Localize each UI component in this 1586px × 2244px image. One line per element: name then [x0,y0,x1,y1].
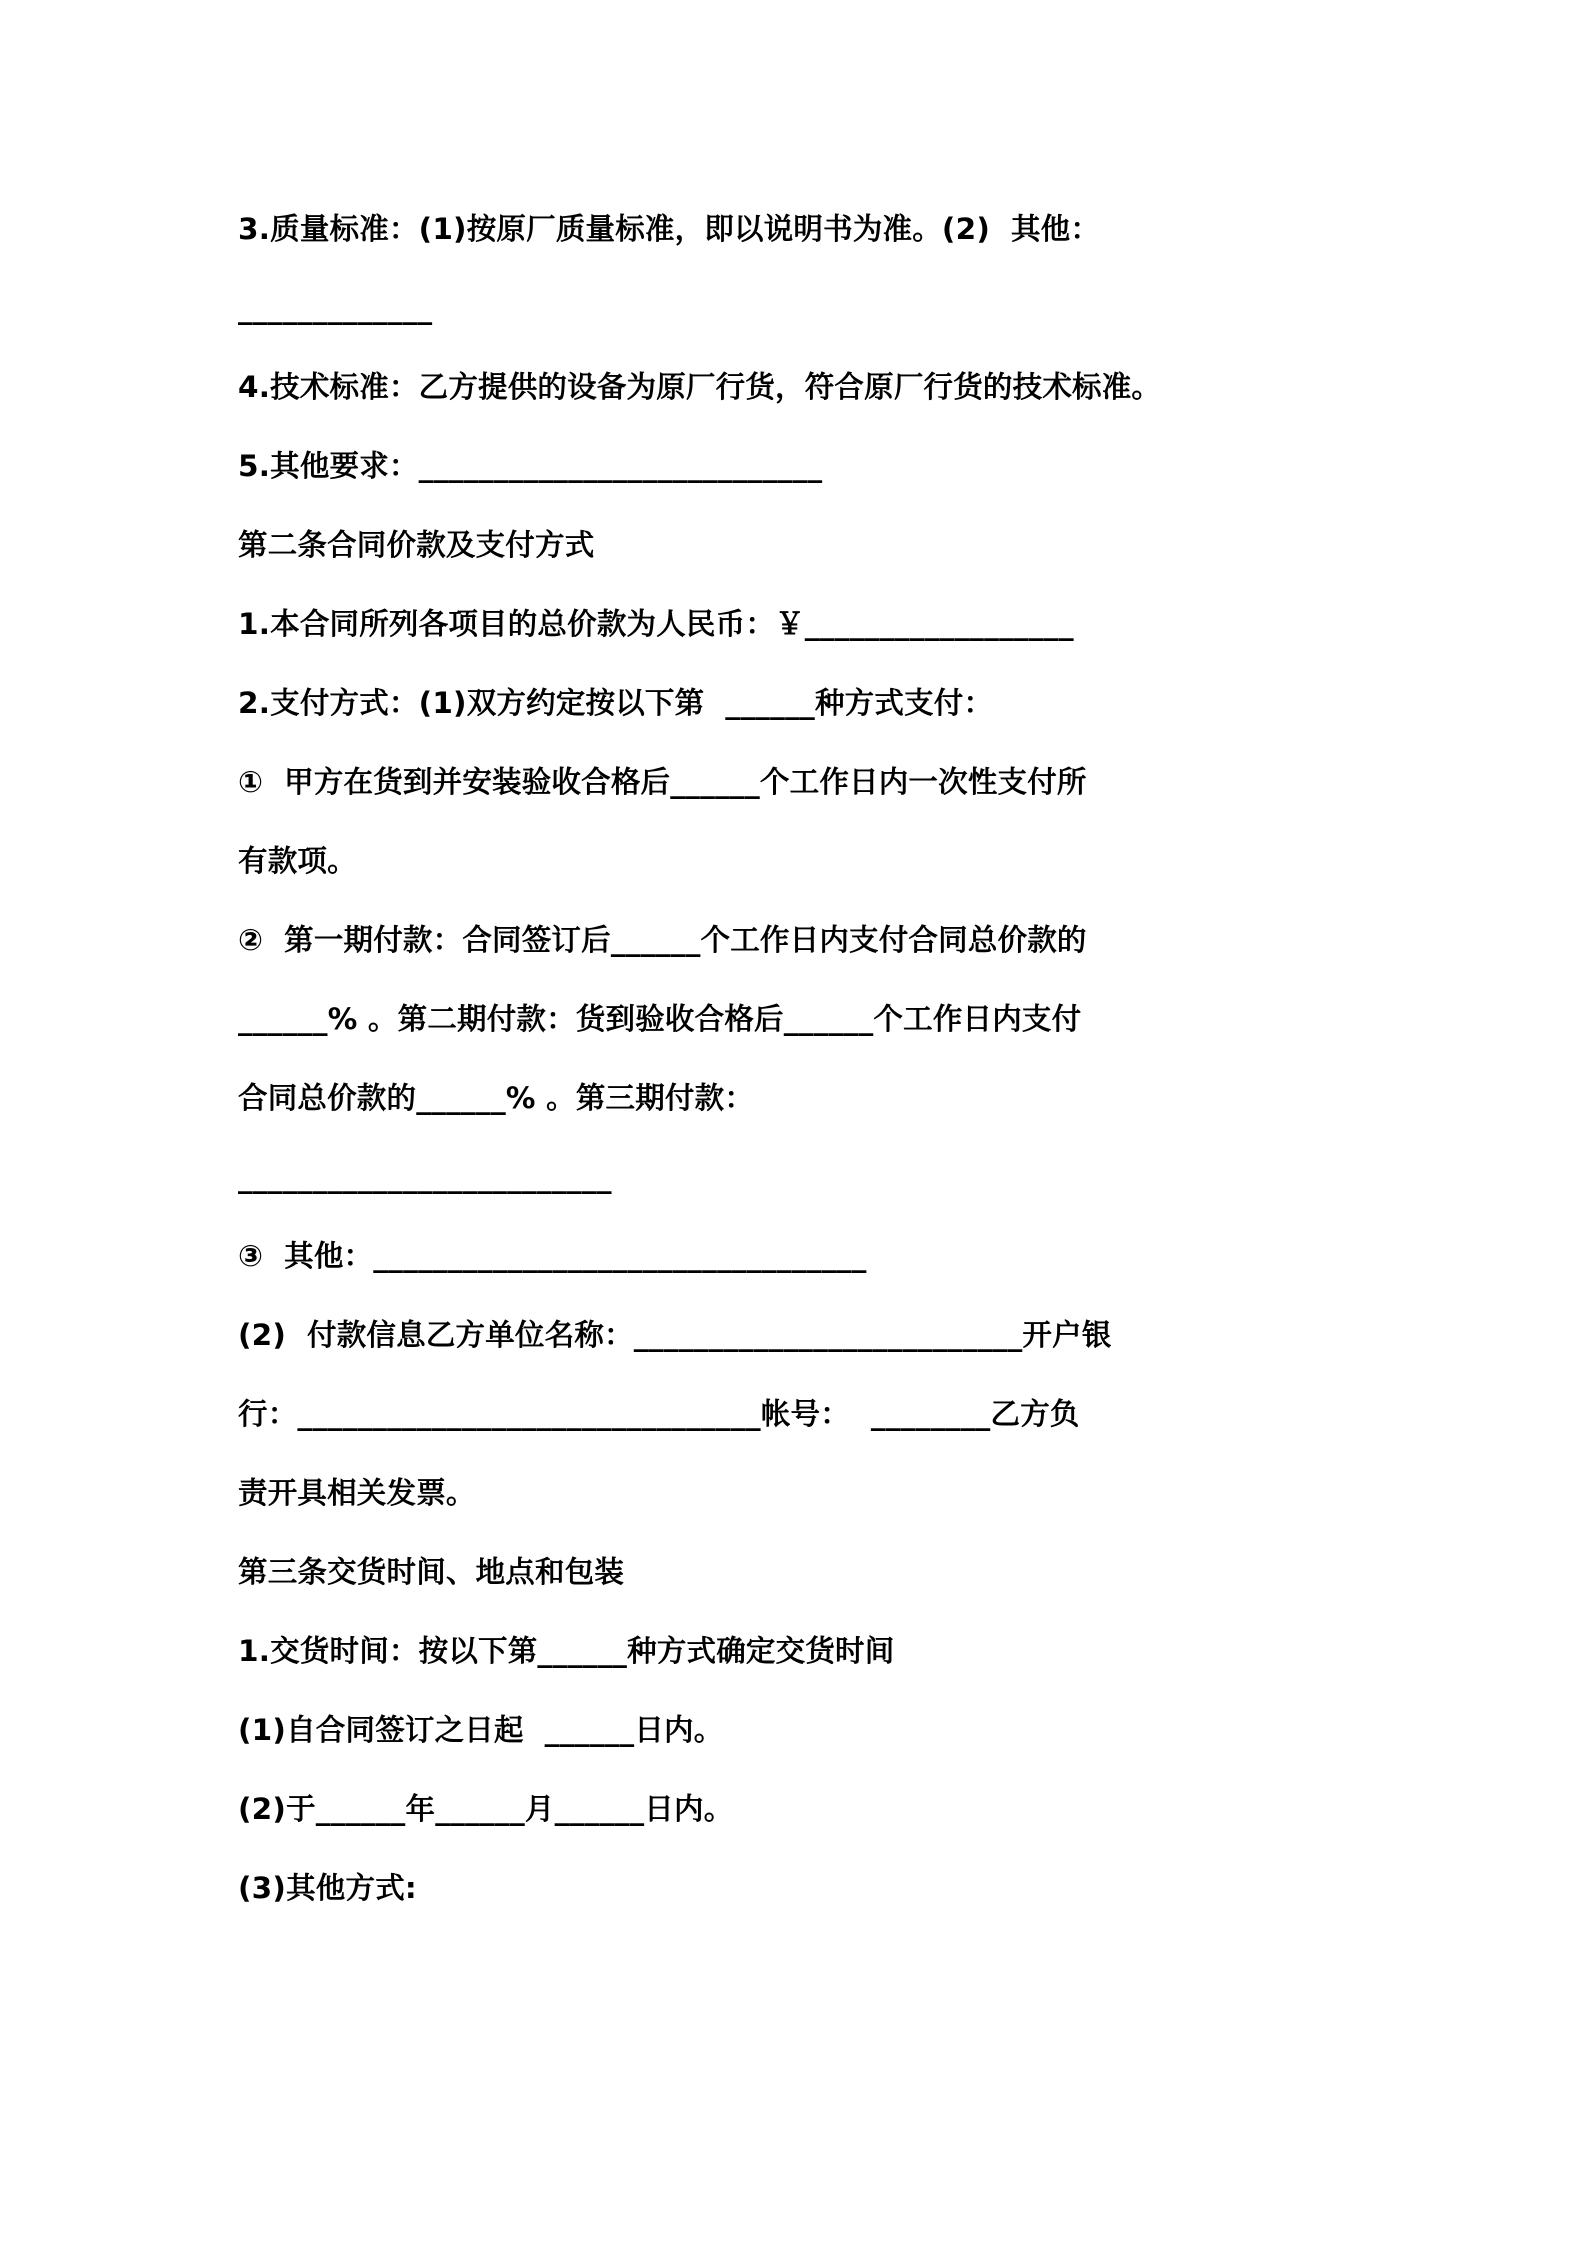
paragraph-delivery-time: 1.交货时间：按以下第______种方式确定交货时间 [238,1634,895,1668]
paragraph-other-requirements: 5.其他要求：___________________________ [238,449,823,483]
heading-article-three: 第三条交货时间、地点和包装 [238,1555,625,1589]
paragraph-payment-info-cont: 行：_______________________________帐号： ________乙方负 [238,1397,1080,1431]
paragraph-delivery-option-3: (3)其他方式: [238,1871,417,1905]
paragraph-delivery-option-1: (1)自合同签订之日起 ______日内。 [238,1713,724,1747]
paragraph-payment-method: 2.支付方式：(1)双方约定按以下第 ______种方式支付： [238,686,994,720]
document-body [238,190,1371,1928]
paragraph-quality-standard: 3.质量标准：(1)按原厂质量标准，即以说明书为准。(2) 其他： [238,212,1101,246]
paragraph-invoice: 责开具相关发票。 [238,1476,476,1510]
paragraph-payment-option-1-cont: 有款项。 [238,844,357,878]
paragraph-third-installment-blank: _________________________ [238,1160,612,1194]
paragraph-total-price: 1.本合同所列各项目的总价款为人民币：￥__________________ [238,607,1074,641]
paragraph-payment-info: (2) 付款信息乙方单位名称：__________________________开户银 [238,1318,1112,1352]
paragraph-delivery-option-2: (2)于______年______月______日内。 [238,1792,734,1826]
paragraph-payment-option-3: ③ 其他：_________________________________ [238,1239,867,1273]
paragraph-payment-option-2: ② 第一期付款：合同签订后______个工作日内支付合同总价款的 [238,923,1087,957]
heading-article-two: 第二条合同价款及支付方式 [238,528,595,562]
paragraph-technical-standard: 4.技术标准：乙方提供的设备为原厂行货，符合原厂行货的技术标准。 [238,370,1162,404]
paragraph-quality-standard-blank: _____________ [238,291,433,325]
paragraph-payment-option-2-cont2: 合同总价款的______% 。第三期付款： [238,1081,755,1115]
paragraph-payment-option-1: ① 甲方在货到并安装验收合格后______个工作日内一次性支付所 [238,765,1087,799]
paragraph-payment-option-2-cont: ______% 。第二期付款：货到验收合格后______个工作日内支付 [238,1002,1082,1036]
